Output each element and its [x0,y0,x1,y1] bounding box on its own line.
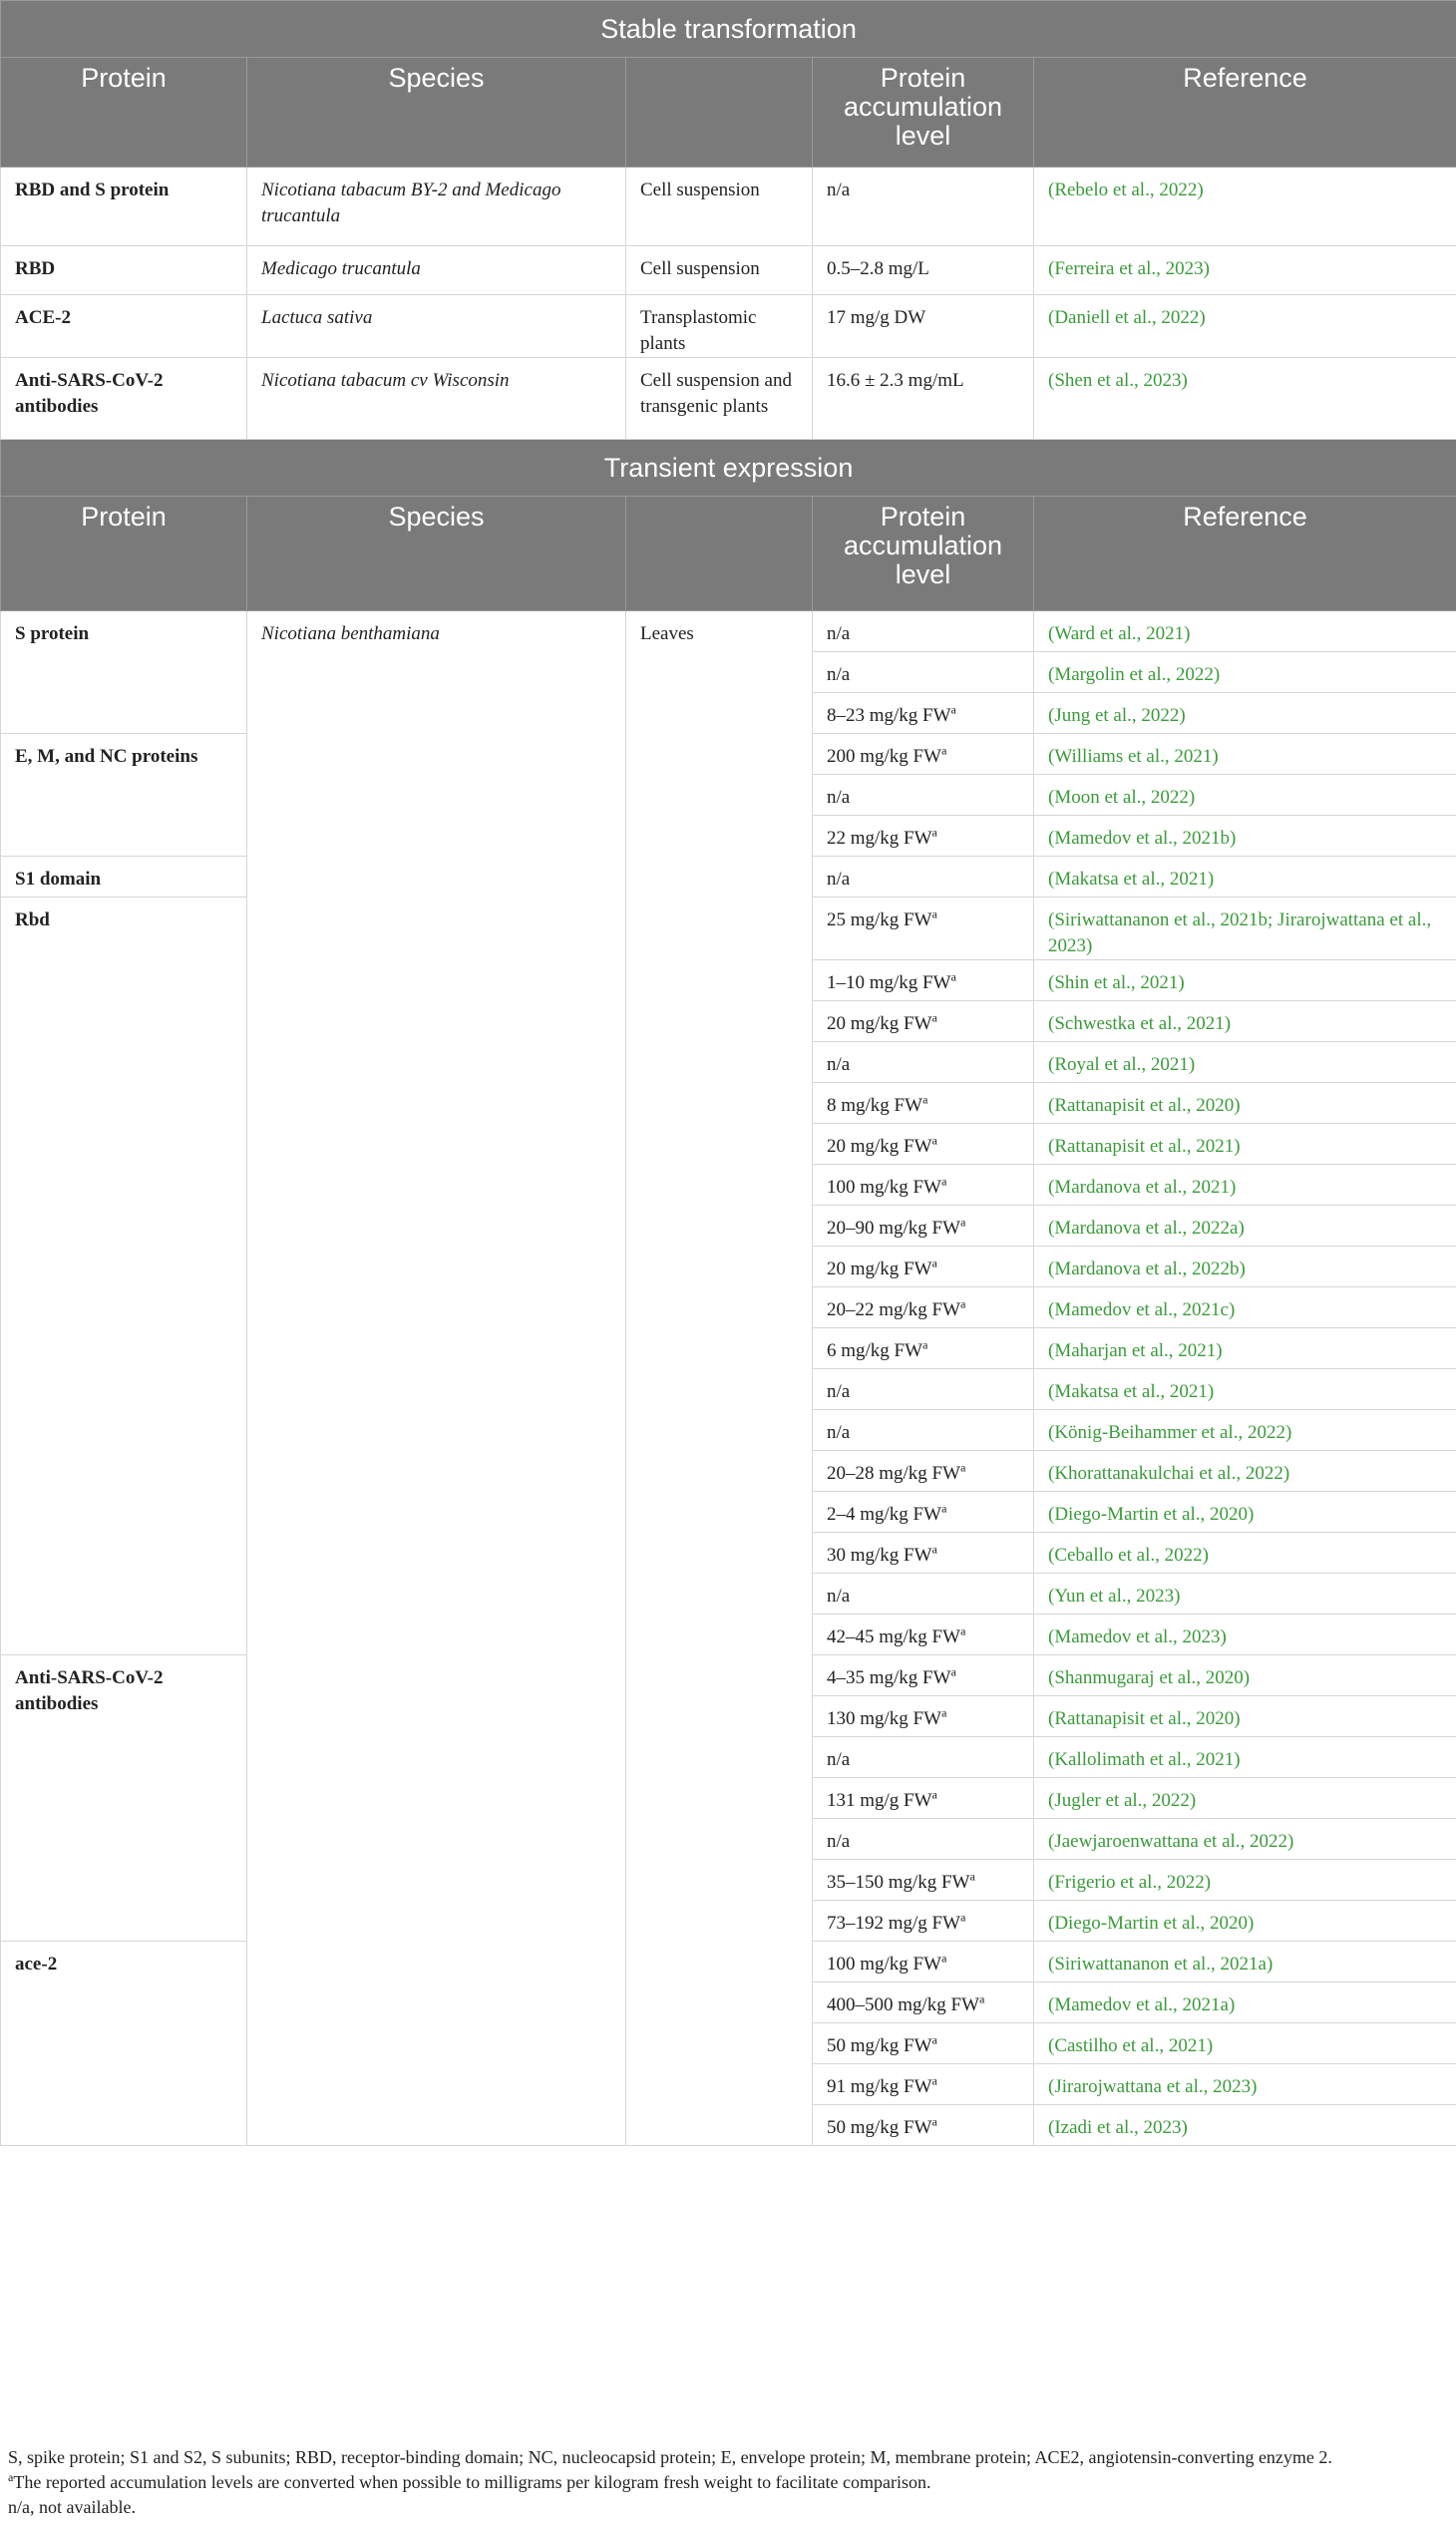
level-cell [813,2064,1034,2105]
level-cell [813,816,1034,857]
species-cell: Nicotiana benthamiana [247,611,626,2146]
level-value: 20–90 mg/kg FW [827,1218,961,1239]
reference-link[interactable]: (Mamedov et al., 2021c) [1034,1287,1456,1328]
level-cell [813,898,1034,960]
level-cell [813,1778,1034,1819]
reference-link[interactable]: (Mamedov et al., 2023) [1034,1615,1456,1655]
system-cell: Transplastomic plants [626,295,813,358]
reference-link[interactable]: (Mardanova et al., 2021) [1034,1165,1456,1206]
footnote-abbreviations: S, spike protein; S1 and S2, S subunits; RBD, receptor-binding domain; NC, nucleocapsid protein; E, envelope protein; M, membrane protein; ACE2, angiotensin-converting enzyme 2. [8,2447,1332,2467]
system-cell: Leaves [626,611,813,2146]
footnote-mark: a [941,1501,947,1516]
level-value: 20 mg/kg FW [827,1136,932,1157]
reference-link[interactable]: (Maharjan et al., 2021) [1034,1328,1456,1369]
protein-cell: ACE-2 [1,295,247,358]
level-value: 20 mg/kg FW [827,1259,932,1279]
reference-link[interactable]: (Diego-Martin et al., 2020) [1034,1901,1456,1942]
level-cell [813,1369,1034,1410]
footnote-mark: a [931,1133,937,1148]
level-value: 91 mg/kg FW [827,2076,932,2097]
level-cell [813,1410,1034,1451]
level-value: 20–22 mg/kg FW [827,1299,961,1320]
footnote-mark: a [922,1092,928,1107]
level-value: n/a [827,1381,851,1402]
column-header-row [1,58,1456,168]
reference-link[interactable]: (Siriwattananon et al., 2021b; Jirarojwattana et al., 2023) [1034,898,1456,960]
protein-cell: ace-2 [1,1942,247,2146]
level-cell [813,1247,1034,1287]
footnote-mark: a [969,1869,975,1884]
footnote-mark: a [950,1664,956,1679]
level-value: 131 mg/g FW [827,1790,932,1811]
level-cell [813,1696,1034,1737]
header-protein: Protein [1,58,247,168]
footnote-mark: a [960,1910,966,1925]
reference-link[interactable]: (Mardanova et al., 2022b) [1034,1247,1456,1287]
level-value: 22 mg/kg FW [827,828,932,849]
header-level: Protein accumulation level [813,58,1034,168]
header-reference: Reference [1034,497,1456,611]
level-cell [813,1492,1034,1533]
level-cell [813,1655,1034,1696]
level-value: n/a [827,1831,851,1852]
reference-link[interactable]: (Shanmugaraj et al., 2020) [1034,1655,1456,1696]
footnote-mark: a [931,2073,937,2088]
reference-link[interactable]: (Khorattanakulchai et al., 2022) [1034,1451,1456,1492]
footnote-mark: a [931,825,937,840]
header-system [626,58,813,168]
footnote-mark: a [941,1951,947,1966]
level-cell [813,775,1034,816]
level-value: n/a [827,1749,851,1770]
level-cell: 0.5–2.8 mg/L [813,246,1034,295]
level-cell [813,1083,1034,1124]
species-cell: Lactuca sativa [247,295,626,358]
reference-link[interactable]: (Rattanapisit et al., 2021) [1034,1124,1456,1165]
footnote-mark: a [931,1787,937,1802]
level-cell [813,2105,1034,2146]
header-reference: Reference [1034,58,1456,168]
level-cell [813,1001,1034,1042]
reference-link[interactable]: (Makatsa et al., 2021) [1034,857,1456,898]
reference-link[interactable]: (Schwestka et al., 2021) [1034,1001,1456,1042]
level-cell [813,1328,1034,1369]
level-value: 50 mg/kg FW [827,2035,932,2056]
level-cell: 16.6 ± 2.3 mg/mL [813,358,1034,440]
section-header-stable [1,1,1456,58]
protein-cell: RBD [1,246,247,295]
reference-link[interactable]: (Ferreira et al., 2023) [1034,246,1456,295]
protein-cell: S1 domain [1,857,247,898]
level-cell [813,1901,1034,1942]
reference-link[interactable]: (Daniell et al., 2022) [1034,295,1456,358]
level-value: 8 mg/kg FW [827,1095,923,1116]
reference-link[interactable]: (Margolin et al., 2022) [1034,652,1456,693]
level-cell [813,652,1034,693]
table-row [1,611,1456,652]
footnote-mark: a [941,1174,947,1189]
reference-link[interactable]: (Shin et al., 2021) [1034,960,1456,1001]
reference-link[interactable]: (Mardanova et al., 2022a) [1034,1206,1456,1247]
level-cell [813,1451,1034,1492]
species-cell: Nicotiana tabacum BY-2 and Medicago trucantula [247,168,626,246]
level-value: 6 mg/kg FW [827,1340,923,1361]
level-cell [813,960,1034,1001]
reference-link[interactable]: (Williams et al., 2021) [1034,734,1456,775]
table-footnotes [8,2445,1444,2520]
level-value: 4–35 mg/kg FW [827,1667,951,1688]
protein-cell: Anti-SARS-CoV-2 antibodies [1,1655,247,1942]
header-species: Species [247,58,626,168]
footnote-mark: a [931,1542,937,1557]
level-cell [813,1287,1034,1328]
level-value: 100 mg/kg FW [827,1954,942,1975]
reference-link[interactable]: (Castilho et al., 2021) [1034,2023,1456,2064]
footnote-mark: a [931,906,937,921]
footnote-a [8,2470,1444,2495]
footnote-mark: a [8,2470,14,2484]
level-cell [813,1574,1034,1615]
reference-link[interactable]: (Jugler et al., 2022) [1034,1778,1456,1819]
reference-link[interactable]: (Ward et al., 2021) [1034,611,1456,652]
level-cell [813,1533,1034,1574]
header-system [626,497,813,611]
level-value: n/a [827,623,851,644]
level-value: n/a [827,1422,851,1443]
level-cell [813,2023,1034,2064]
reference-link[interactable]: (Mamedov et al., 2021b) [1034,816,1456,857]
footnote-mark: a [979,1991,985,2006]
level-value: n/a [827,787,851,808]
protein-cell: E, M, and NC proteins [1,734,247,857]
header-protein: Protein [1,497,247,611]
reference-link[interactable]: (Izadi et al., 2023) [1034,2105,1456,2146]
species-cell: Nicotiana tabacum cv Wisconsin [247,358,626,440]
level-value: n/a [827,1054,851,1075]
level-cell [813,1860,1034,1901]
level-cell [813,1042,1034,1083]
level-cell [813,1206,1034,1247]
footnote-mark: a [931,2032,937,2047]
level-value: 42–45 mg/kg FW [827,1626,961,1647]
level-cell: 17 mg/g DW [813,295,1034,358]
reference-link[interactable]: (Makatsa et al., 2021) [1034,1369,1456,1410]
section-title: Transient expression [1,440,1456,497]
level-value: 20–28 mg/kg FW [827,1463,961,1484]
reference-link[interactable]: (Royal et al., 2021) [1034,1042,1456,1083]
system-cell: Cell suspension [626,168,813,246]
footnote-mark: a [960,1215,966,1230]
protein-cell: S protein [1,611,247,734]
level-cell [813,693,1034,734]
protein-cell: Rbd [1,898,247,1655]
level-cell [813,1124,1034,1165]
reference-link[interactable]: (Frigerio et al., 2022) [1034,1860,1456,1901]
section-header-transient [1,440,1456,497]
protein-cell: RBD and S protein [1,168,247,246]
footnote-mark: a [941,743,947,758]
table-row [1,246,1456,295]
level-value: n/a [827,664,851,685]
reference-link[interactable]: (Mamedov et al., 2021a) [1034,1983,1456,2023]
footnote-mark: a [941,1705,947,1720]
level-cell [813,1737,1034,1778]
level-cell [813,1165,1034,1206]
level-value: 1–10 mg/kg FW [827,972,951,993]
footnote-mark: a [960,1460,966,1475]
level-value: 400–500 mg/kg FW [827,1994,980,2015]
level-cell [813,1615,1034,1655]
section-title: Stable transformation [1,1,1456,58]
reference-link[interactable]: (Diego-Martin et al., 2020) [1034,1492,1456,1533]
reference-link[interactable]: (Siriwattananon et al., 2021a) [1034,1942,1456,1983]
reference-link[interactable]: (Rattanapisit et al., 2020) [1034,1083,1456,1124]
footnote-mark: a [922,1337,928,1352]
level-value: 35–150 mg/kg FW [827,1872,970,1893]
reference-link[interactable]: (Rebelo et al., 2022) [1034,168,1456,246]
level-value: 50 mg/kg FW [827,2117,932,2138]
level-value: 200 mg/kg FW [827,746,942,767]
header-level: Protein accumulation level [813,497,1034,611]
footnote-na: n/a, not available. [8,2497,136,2517]
reference-link[interactable]: (Kallolimath et al., 2021) [1034,1737,1456,1778]
level-value: n/a [827,869,851,890]
footnote-mark: a [931,1010,937,1025]
level-value: n/a [827,1586,851,1607]
level-cell [813,611,1034,652]
level-value: 25 mg/kg FW [827,909,932,930]
level-cell [813,1983,1034,2023]
footnote-mark: a [960,1296,966,1311]
system-cell: Cell suspension [626,246,813,295]
level-value: 8–23 mg/kg FW [827,705,951,726]
reference-link[interactable]: (Yun et al., 2023) [1034,1574,1456,1615]
header-species: Species [247,497,626,611]
protein-cell: Anti-SARS-CoV-2 antibodies [1,358,247,440]
level-value: 100 mg/kg FW [827,1177,942,1198]
reference-link[interactable]: (Jung et al., 2022) [1034,693,1456,734]
table-row [1,358,1456,440]
level-cell [813,857,1034,898]
species-cell: Medicago trucantula [247,246,626,295]
reference-link[interactable]: (Rattanapisit et al., 2020) [1034,1696,1456,1737]
reference-link[interactable]: (Jirarojwattana et al., 2023) [1034,2064,1456,2105]
level-cell [813,1819,1034,1860]
system-cell: Cell suspension and transgenic plants [626,358,813,440]
level-cell [813,1942,1034,1983]
footnote-mark: a [931,2114,937,2129]
reference-link[interactable]: (Ceballo et al., 2022) [1034,1533,1456,1574]
level-cell: n/a [813,168,1034,246]
level-value: 20 mg/kg FW [827,1013,932,1034]
table-row [1,295,1456,358]
level-cell [813,734,1034,775]
footnote-a-text: The reported accumulation levels are converted when possible to milligrams per kilogram fresh weight to facilitate comparison. [13,2472,931,2492]
reference-link[interactable]: (Shen et al., 2023) [1034,358,1456,440]
reference-link[interactable]: (König-Beihammer et al., 2022) [1034,1410,1456,1451]
footnote-mark: a [950,969,956,984]
reference-link[interactable]: (Moon et al., 2022) [1034,775,1456,816]
footnote-mark: a [950,702,956,717]
level-value: 2–4 mg/kg FW [827,1504,942,1525]
level-value: 30 mg/kg FW [827,1545,932,1566]
level-value: 130 mg/kg FW [827,1708,942,1729]
level-value: 73–192 mg/g FW [827,1913,961,1934]
column-header-row [1,497,1456,611]
reference-link[interactable]: (Jaewjaroenwattana et al., 2022) [1034,1819,1456,1860]
footnote-mark: a [931,1256,937,1270]
footnote-mark: a [960,1623,966,1638]
table-row [1,168,1456,246]
